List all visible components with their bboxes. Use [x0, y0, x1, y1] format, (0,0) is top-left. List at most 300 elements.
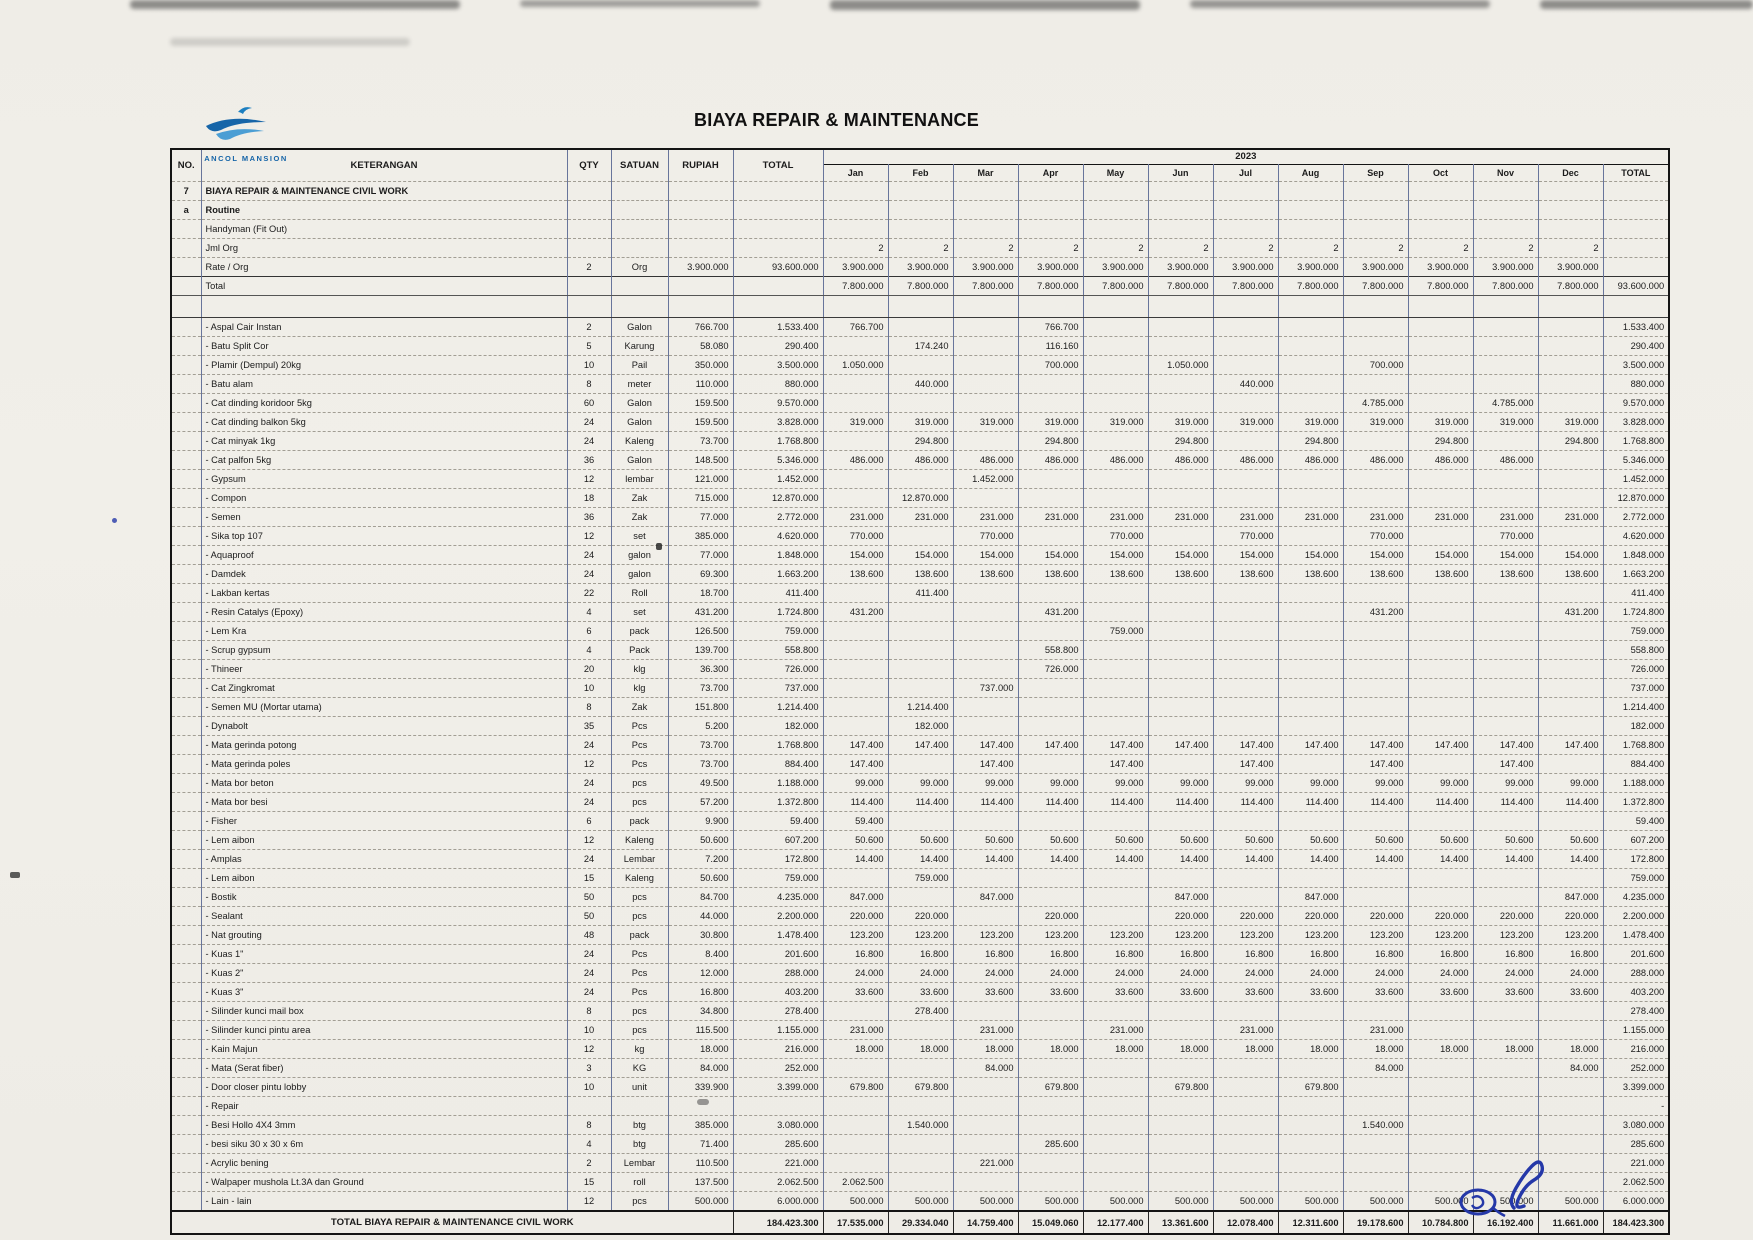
cell-month: 319.000 [1473, 413, 1538, 432]
cell-satuan: btg [611, 1116, 668, 1135]
cell-month: 3.900.000 [888, 258, 953, 277]
cell-month: 147.400 [823, 736, 888, 755]
cell-month: 147.400 [1343, 755, 1408, 774]
row-label: - Lain - lain [201, 1192, 567, 1212]
month-header-nov: Nov [1473, 165, 1538, 182]
cell-month [1278, 394, 1343, 413]
cell-month [1148, 375, 1213, 394]
cell-month: 154.000 [1343, 546, 1408, 565]
cell-rupiah [668, 182, 733, 201]
cell-qty: 10 [567, 356, 611, 375]
cell-month [1408, 641, 1473, 660]
cell-month [1148, 584, 1213, 603]
cell-month [1148, 622, 1213, 641]
cell-month [1018, 1154, 1083, 1173]
cell-month [953, 375, 1018, 394]
cell-month [1473, 1097, 1538, 1116]
column-header-qty: QTY [567, 149, 611, 182]
cell-total: 201.600 [733, 945, 823, 964]
cell-total: 182.000 [733, 717, 823, 736]
cell-month: 319.000 [1018, 413, 1083, 432]
spacer-cell [953, 296, 1018, 318]
cell-month [953, 717, 1018, 736]
cell-month: 147.400 [823, 755, 888, 774]
cell-month: 138.600 [888, 565, 953, 584]
cell-month [1343, 201, 1408, 220]
cell-month [1213, 470, 1278, 489]
spacer-cell [733, 296, 823, 318]
cell-rupiah: 9.900 [668, 812, 733, 831]
cell-month: 500.000 [1343, 1192, 1408, 1212]
cell-month: 319.000 [1213, 413, 1278, 432]
cell-rupiah: 139.700 [668, 641, 733, 660]
cell-month: 766.700 [823, 318, 888, 337]
cell-year-total: 278.400 [1603, 1002, 1669, 1021]
cell-month: 50.600 [1083, 831, 1148, 850]
row-label: - Aspal Cair Instan [201, 318, 567, 337]
cell-month: 319.000 [1148, 413, 1213, 432]
cell-month [1473, 356, 1538, 375]
cell-satuan: KG [611, 1059, 668, 1078]
cell-month [1278, 318, 1343, 337]
cell-month: 319.000 [953, 413, 1018, 432]
row-label: - Mata gerinda poles [201, 755, 567, 774]
cell-satuan [611, 220, 668, 239]
cell-satuan: btg [611, 1135, 668, 1154]
cell-month [1278, 622, 1343, 641]
row-number [171, 337, 201, 356]
cell-month: 7.800.000 [1278, 277, 1343, 296]
cell-total [733, 277, 823, 296]
cell-rupiah: 36.300 [668, 660, 733, 679]
cell-total: 1.452.000 [733, 470, 823, 489]
cell-rupiah: 16.800 [668, 983, 733, 1002]
cell-month: 440.000 [1213, 375, 1278, 394]
cell-month [1083, 356, 1148, 375]
cell-month: 50.600 [888, 831, 953, 850]
cell-satuan: meter [611, 375, 668, 394]
cell-month: 50.600 [823, 831, 888, 850]
cell-month [1408, 1059, 1473, 1078]
cell-year-total: 607.200 [1603, 831, 1669, 850]
row-number [171, 584, 201, 603]
cell-month: 2.062.500 [823, 1173, 888, 1192]
row-number [171, 622, 201, 641]
month-header-feb: Feb [888, 165, 953, 182]
spacer-cell [1343, 296, 1408, 318]
cell-year-total: 9.570.000 [1603, 394, 1669, 413]
table-row [171, 1192, 1669, 1212]
cell-total: 1.155.000 [733, 1021, 823, 1040]
cell-month: 114.400 [1278, 793, 1343, 812]
row-label: - Cat minyak 1kg [201, 432, 567, 451]
cell-month [1473, 812, 1538, 831]
cell-rupiah: 151.800 [668, 698, 733, 717]
cell-month: 2 [953, 239, 1018, 258]
cell-month [1018, 201, 1083, 220]
cell-month [1473, 888, 1538, 907]
cell-month: 154.000 [953, 546, 1018, 565]
row-label: - Walpaper mushola Lt.3A dan Ground [201, 1173, 567, 1192]
cell-month [1083, 641, 1148, 660]
cell-rupiah: 110.500 [668, 1154, 733, 1173]
cell-month [1083, 470, 1148, 489]
cell-month [1148, 1021, 1213, 1040]
cell-month [888, 318, 953, 337]
cell-month: 16.800 [1018, 945, 1083, 964]
cell-satuan: Galon [611, 451, 668, 470]
cell-year-total: 880.000 [1603, 375, 1669, 394]
cell-month: 18.000 [1083, 1040, 1148, 1059]
cell-month [1538, 1078, 1603, 1097]
cell-month [823, 1059, 888, 1078]
cell-month [1343, 679, 1408, 698]
row-number [171, 717, 201, 736]
cell-month: 3.900.000 [1343, 258, 1408, 277]
scan-artifact [10, 872, 20, 878]
cell-month [1278, 375, 1343, 394]
cell-rupiah: 115.500 [668, 1021, 733, 1040]
cell-month: 114.400 [1213, 793, 1278, 812]
cell-month [823, 717, 888, 736]
cell-month [823, 337, 888, 356]
grand-month-total: 12.078.400 [1213, 1211, 1278, 1234]
cell-month [1018, 489, 1083, 508]
cell-month [1408, 1135, 1473, 1154]
cell-month [1473, 869, 1538, 888]
cell-month: 24.000 [1408, 964, 1473, 983]
cell-rupiah: 12.000 [668, 964, 733, 983]
cell-month [1278, 1135, 1343, 1154]
cell-month [1018, 812, 1083, 831]
cell-month [1473, 679, 1538, 698]
cell-year-total: 2.062.500 [1603, 1173, 1669, 1192]
cell-month [1213, 679, 1278, 698]
cell-month [1408, 318, 1473, 337]
cell-month: 14.400 [1213, 850, 1278, 869]
cell-month: 500.000 [823, 1192, 888, 1212]
cell-month: 99.000 [1213, 774, 1278, 793]
cell-qty: 2 [567, 258, 611, 277]
cell-satuan: roll [611, 1173, 668, 1192]
table-row [171, 277, 1669, 296]
cell-qty: 15 [567, 1173, 611, 1192]
cell-month: 220.000 [888, 907, 953, 926]
cell-month: 116.160 [1018, 337, 1083, 356]
cell-qty: 24 [567, 546, 611, 565]
cell-year-total: 172.800 [1603, 850, 1669, 869]
cell-month [1538, 1021, 1603, 1040]
spacer-cell [823, 296, 888, 318]
cell-month [823, 641, 888, 660]
cell-month [1408, 869, 1473, 888]
cell-total: 759.000 [733, 869, 823, 888]
cell-month [1473, 489, 1538, 508]
cell-month: 154.000 [1408, 546, 1473, 565]
cell-month: 123.200 [1278, 926, 1343, 945]
cell-month: 679.800 [1018, 1078, 1083, 1097]
cell-month [888, 888, 953, 907]
cell-month: 24.000 [1083, 964, 1148, 983]
cell-month: 1.050.000 [1148, 356, 1213, 375]
cell-rupiah: 44.000 [668, 907, 733, 926]
cell-month [1213, 1154, 1278, 1173]
cell-total: 172.800 [733, 850, 823, 869]
cell-qty: 2 [567, 1154, 611, 1173]
cell-month [1018, 1173, 1083, 1192]
cell-qty: 12 [567, 527, 611, 546]
cell-month: 2 [1148, 239, 1213, 258]
cell-month: 114.400 [1538, 793, 1603, 812]
cell-rupiah [668, 201, 733, 220]
cell-month: 770.000 [823, 527, 888, 546]
row-label: - Cat Zingkromat [201, 679, 567, 698]
cell-year-total [1603, 220, 1669, 239]
cell-qty: 50 [567, 888, 611, 907]
cell-month: 59.400 [823, 812, 888, 831]
cell-month [1408, 812, 1473, 831]
cell-month [1473, 337, 1538, 356]
cell-year-total: 759.000 [1603, 869, 1669, 888]
cell-rupiah: 715.000 [668, 489, 733, 508]
table-row [171, 375, 1669, 394]
row-number [171, 356, 201, 375]
row-number [171, 641, 201, 660]
cell-month [823, 679, 888, 698]
cell-total: 252.000 [733, 1059, 823, 1078]
cell-month: 231.000 [1083, 1021, 1148, 1040]
cell-month: 123.200 [888, 926, 953, 945]
cell-month [823, 182, 888, 201]
spacer-cell [1278, 296, 1343, 318]
month-header-may: May [1083, 165, 1148, 182]
cell-month [1018, 375, 1083, 394]
cell-month [888, 356, 953, 375]
cell-month [1213, 318, 1278, 337]
cell-month: 3.900.000 [1538, 258, 1603, 277]
cell-month: 16.800 [888, 945, 953, 964]
row-label: - Mata (Serat fiber) [201, 1059, 567, 1078]
table-row [171, 660, 1669, 679]
cell-month: 7.800.000 [1083, 277, 1148, 296]
row-number [171, 1192, 201, 1212]
cell-month [1278, 641, 1343, 660]
grand-month-total: 13.361.600 [1148, 1211, 1213, 1234]
cell-month: 679.800 [888, 1078, 953, 1097]
cell-month [1278, 717, 1343, 736]
cell-total: 59.400 [733, 812, 823, 831]
row-label: - Dynabolt [201, 717, 567, 736]
cell-month: 114.400 [953, 793, 1018, 812]
cell-month: 759.000 [888, 869, 953, 888]
cell-month: 231.000 [1213, 508, 1278, 527]
cell-total: 4.235.000 [733, 888, 823, 907]
cell-year-total: 182.000 [1603, 717, 1669, 736]
cell-month: 24.000 [1538, 964, 1603, 983]
cell-month [1083, 1059, 1148, 1078]
cell-total: 2.772.000 [733, 508, 823, 527]
cell-year-total: 1.724.800 [1603, 603, 1669, 622]
cell-month [1408, 182, 1473, 201]
cell-month: 3.900.000 [1148, 258, 1213, 277]
cell-total: 1.533.400 [733, 318, 823, 337]
cell-month [1083, 907, 1148, 926]
cell-satuan: Pcs [611, 945, 668, 964]
row-number [171, 1116, 201, 1135]
row-label: - besi siku 30 x 30 x 6m [201, 1135, 567, 1154]
cell-total: 12.870.000 [733, 489, 823, 508]
cell-year-total: 1.452.000 [1603, 470, 1669, 489]
cell-month: 500.000 [1408, 1192, 1473, 1212]
cell-month: 726.000 [1018, 660, 1083, 679]
cell-rupiah: 84.700 [668, 888, 733, 907]
page-title: BIAYA REPAIR & MAINTENANCE [694, 110, 979, 130]
cell-year-total: 4.235.000 [1603, 888, 1669, 907]
cell-month: 16.800 [1083, 945, 1148, 964]
cell-month [823, 622, 888, 641]
cell-month: 114.400 [1083, 793, 1148, 812]
cell-total: 1.478.400 [733, 926, 823, 945]
cell-month [1018, 1097, 1083, 1116]
cell-month [1343, 641, 1408, 660]
cell-rupiah: 77.000 [668, 546, 733, 565]
cell-rupiah: 84.000 [668, 1059, 733, 1078]
cell-rupiah: 159.500 [668, 394, 733, 413]
row-number [171, 508, 201, 527]
cell-month [1408, 698, 1473, 717]
cell-month: 220.000 [1278, 907, 1343, 926]
row-number [171, 660, 201, 679]
cell-month [1408, 1173, 1473, 1192]
cell-year-total: 737.000 [1603, 679, 1669, 698]
cell-month: 500.000 [1148, 1192, 1213, 1212]
cell-month [888, 1097, 953, 1116]
cell-month [1473, 622, 1538, 641]
cell-month [1538, 698, 1603, 717]
cell-qty [567, 201, 611, 220]
cell-month: 486.000 [823, 451, 888, 470]
cell-total [733, 239, 823, 258]
cell-month [823, 1002, 888, 1021]
cell-rupiah: 137.500 [668, 1173, 733, 1192]
cell-total: 3.080.000 [733, 1116, 823, 1135]
row-number [171, 774, 201, 793]
cell-month [823, 432, 888, 451]
cell-month [888, 641, 953, 660]
cell-month [1213, 622, 1278, 641]
cell-month: 123.200 [1213, 926, 1278, 945]
cell-qty: 36 [567, 508, 611, 527]
cell-qty: 24 [567, 983, 611, 1002]
cell-month [1018, 584, 1083, 603]
cell-month [953, 489, 1018, 508]
cell-month [953, 1097, 1018, 1116]
cell-month [1018, 394, 1083, 413]
cell-month [1148, 698, 1213, 717]
cell-total: 9.570.000 [733, 394, 823, 413]
cell-month: 114.400 [1408, 793, 1473, 812]
row-label: Routine [201, 201, 567, 220]
cell-month [1538, 318, 1603, 337]
row-label: - Silinder kunci mail box [201, 1002, 567, 1021]
cell-month: 3.900.000 [1473, 258, 1538, 277]
cell-month [1213, 660, 1278, 679]
cell-year-total: 3.500.000 [1603, 356, 1669, 375]
cell-month [1083, 1002, 1148, 1021]
cell-rupiah: 500.000 [668, 1192, 733, 1212]
cell-month: 14.400 [888, 850, 953, 869]
cell-month: 33.600 [888, 983, 953, 1002]
table-row [171, 318, 1669, 337]
cell-month: 3.900.000 [1018, 258, 1083, 277]
cell-month: 2 [1473, 239, 1538, 258]
row-number [171, 869, 201, 888]
cell-month: 50.600 [1408, 831, 1473, 850]
cell-year-total: 1.372.800 [1603, 793, 1669, 812]
cell-month: 231.000 [953, 508, 1018, 527]
scan-artifact [830, 0, 1140, 10]
cell-month: 50.600 [1473, 831, 1538, 850]
cell-total: 884.400 [733, 755, 823, 774]
cell-year-total: 1.848.000 [1603, 546, 1669, 565]
cell-month [888, 1021, 953, 1040]
cell-month [1278, 201, 1343, 220]
cell-rupiah: 5.200 [668, 717, 733, 736]
row-label: - Resin Catalys (Epoxy) [201, 603, 567, 622]
cell-month [1278, 812, 1343, 831]
cell-total: 216.000 [733, 1040, 823, 1059]
cell-month [888, 470, 953, 489]
cell-qty: 4 [567, 1135, 611, 1154]
column-header-keterangan: KETERANGAN [201, 149, 567, 182]
cell-rupiah: 50.600 [668, 831, 733, 850]
cell-month: 486.000 [1343, 451, 1408, 470]
row-number [171, 565, 201, 584]
cell-month: 231.000 [1213, 1021, 1278, 1040]
cell-month: 486.000 [1408, 451, 1473, 470]
cell-total: 411.400 [733, 584, 823, 603]
cell-month [823, 698, 888, 717]
row-label: - Lem aibon [201, 869, 567, 888]
cell-qty: 24 [567, 774, 611, 793]
cell-month: 33.600 [1018, 983, 1083, 1002]
table-row [171, 869, 1669, 888]
cell-month: 294.800 [1538, 432, 1603, 451]
cell-month [1473, 318, 1538, 337]
cell-rupiah: 148.500 [668, 451, 733, 470]
cell-month [1538, 356, 1603, 375]
cell-satuan: Kaleng [611, 432, 668, 451]
cell-month [888, 622, 953, 641]
table-row [171, 945, 1669, 964]
cell-month [1278, 1002, 1343, 1021]
cell-satuan: Lembar [611, 850, 668, 869]
row-label: - Kuas 3" [201, 983, 567, 1002]
row-label: - Compon [201, 489, 567, 508]
cell-month [888, 679, 953, 698]
cell-rupiah: 385.000 [668, 1116, 733, 1135]
table-row [171, 337, 1669, 356]
cell-satuan: klg [611, 679, 668, 698]
cell-month: 500.000 [1213, 1192, 1278, 1212]
cell-satuan: Galon [611, 394, 668, 413]
cell-rupiah: 73.700 [668, 736, 733, 755]
month-header-total: TOTAL [1603, 165, 1669, 182]
cell-rupiah: 73.700 [668, 679, 733, 698]
cell-month [1213, 603, 1278, 622]
cell-month: 50.600 [1148, 831, 1213, 850]
cell-rupiah: 71.400 [668, 1135, 733, 1154]
